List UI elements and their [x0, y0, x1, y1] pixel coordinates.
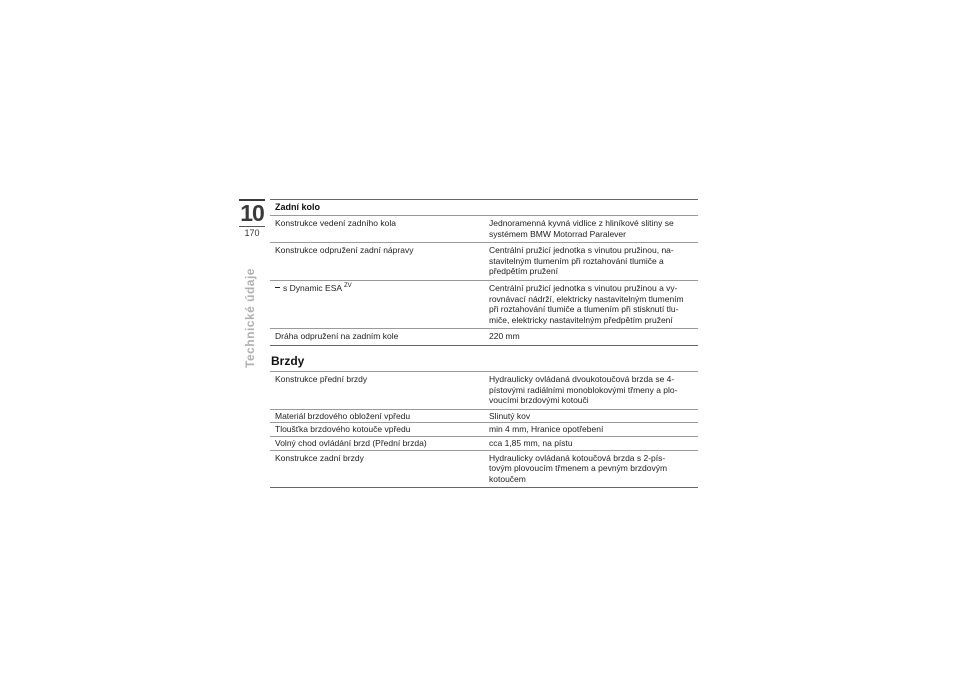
- row-label: Volný chod ovládání brzd (Přední brzda): [275, 437, 427, 448]
- value-line: miče, elektricky nastavitelným předpětím pružení: [489, 314, 673, 325]
- row-value: [485, 409, 698, 423]
- chapter-tab: [239, 199, 265, 238]
- table-row: [270, 409, 698, 423]
- table-row: [270, 436, 698, 450]
- table-row: [270, 329, 698, 346]
- chapter-number: 10: [240, 200, 264, 226]
- row-value: [485, 329, 698, 346]
- row-label: Konstrukce odpružení zadní nápravy: [275, 245, 414, 256]
- value-line: Hydraulicky ovládaná dvoukotoučová brzda se 4-: [489, 373, 675, 384]
- row-label: Konstrukce vedení zadního kola: [275, 218, 396, 228]
- value-line: kotoučem: [489, 473, 526, 484]
- value-line: voucími brzdovými kotouči: [489, 395, 589, 406]
- row-value: [485, 450, 698, 488]
- value-line: Jednoramenná kyvná vidlice z hliníkové slitiny se: [489, 218, 674, 228]
- option-superscript: ZV: [343, 283, 352, 290]
- section-heading-brakes: Brzdy: [271, 353, 305, 368]
- row-label: Dráha odpružení na zadním kole: [275, 331, 399, 342]
- row-value: [485, 243, 698, 281]
- value-line: pístovými radiálními monoblokovými třmeny a plo-: [489, 384, 678, 395]
- rear-wheel-table: [270, 215, 698, 346]
- row-label: [270, 280, 485, 328]
- spec-content: [270, 199, 698, 488]
- chapter-side-title: Technické údaje: [243, 268, 257, 368]
- value-line: 220 mm: [489, 331, 520, 342]
- table-row: [270, 423, 698, 437]
- value-line: rovnávací nádrží, elektricky nastavitelným tlumením: [489, 293, 684, 304]
- row-label: Konstrukce zadní brzdy: [275, 452, 364, 463]
- row-label: Konstrukce přední brzdy: [275, 373, 368, 384]
- value-line: Hydraulicky ovládaná kotoučová brzda s 2-pís-: [489, 452, 666, 463]
- row-value: [485, 436, 698, 450]
- value-line: předpětím pružení: [489, 266, 558, 277]
- value-line: cca 1,85 mm, na pístu: [489, 437, 573, 448]
- table-row: [270, 280, 698, 328]
- value-line: Centrální pružicí jednotka s vinutou pružinou a vy-: [489, 282, 678, 293]
- value-line: systémem BMW Motorrad Paralever: [489, 228, 626, 239]
- section-heading-rear-wheel: Zadní kolo: [270, 199, 698, 215]
- value-line: Centrální pružicí jednotka s vinutou pružinou, na-: [489, 245, 674, 256]
- row-value: [485, 423, 698, 437]
- row-value: [485, 216, 698, 243]
- value-line: při roztahování tlumiče a tlumením při stisknutí tlu-: [489, 304, 679, 315]
- row-label-text: s Dynamic ESA: [283, 282, 342, 293]
- value-line: Slinutý kov: [489, 410, 531, 421]
- row-label: Tloušťka brzdového kotouče vpředu: [275, 424, 411, 435]
- table-row: [270, 371, 698, 409]
- row-value: [485, 371, 698, 409]
- table-row: [270, 243, 698, 281]
- brakes-table: [270, 371, 698, 488]
- row-value: [485, 280, 698, 328]
- table-row: [270, 450, 698, 488]
- value-line: stavitelným tlumením při roztahování tlumiče a: [489, 255, 664, 266]
- value-line: tovým plovoucím třmenem a pevným brzdovým: [489, 463, 668, 474]
- dash-icon: [275, 287, 280, 288]
- row-label: Materiál brzdového obložení vpředu: [275, 410, 411, 421]
- table-row: [270, 216, 698, 243]
- page-number: 170: [239, 226, 265, 238]
- value-line: min 4 mm, Hranice opotřebení: [489, 424, 604, 435]
